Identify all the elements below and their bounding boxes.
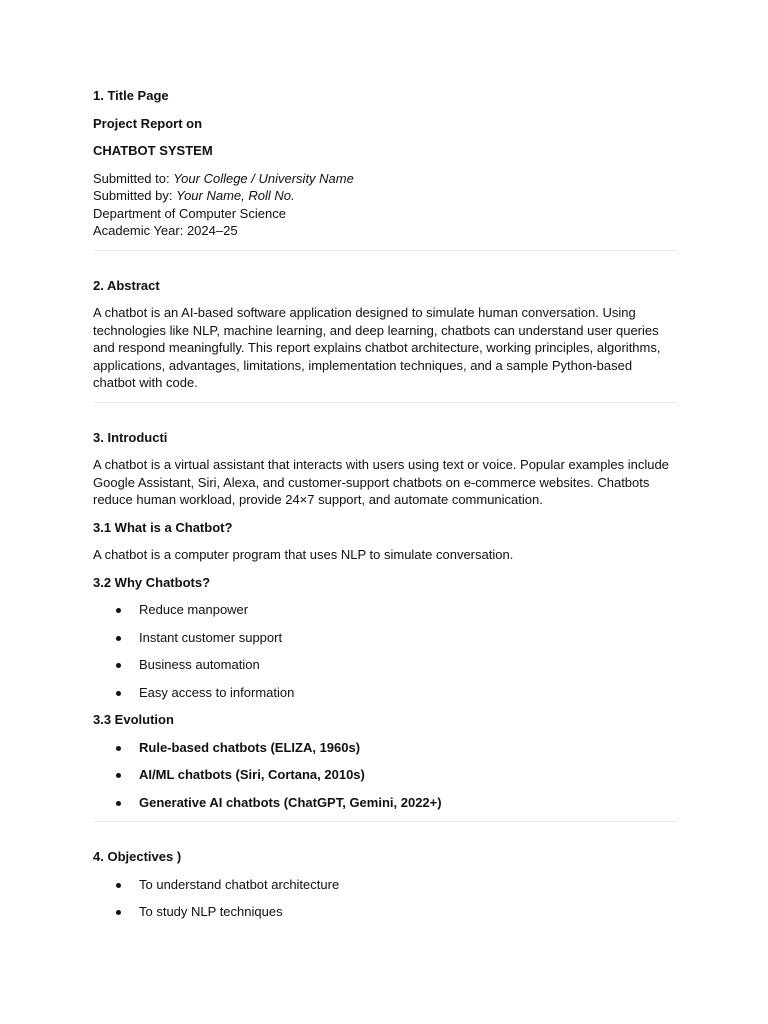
subheading-what-is-chatbot: 3.1 What is a Chatbot? xyxy=(93,519,233,535)
section-divider xyxy=(93,821,676,822)
bullet-icon xyxy=(116,691,121,696)
list-item xyxy=(93,601,676,619)
list-item-text: Rule-based chatbots (ELIZA, 1960s) xyxy=(139,739,361,755)
submitted-to-label: Submitted to: xyxy=(93,170,174,186)
list-item xyxy=(93,739,676,757)
evolution-list xyxy=(93,739,676,812)
submitted-by-value: Your Name, Roll No. xyxy=(176,188,295,203)
department: Department of Computer Science xyxy=(93,205,286,221)
abstract-text: A chatbot is an AI-based software application designed to simulate human conversation. Using technologies like NLP, machine learning, and deep learning, chatbots can understand user queries and respond meaningfully. This report explains chatbot architecture, working principles, algorithms, applications, advantages, limitations, implementation techniques, and a sample Python-based chatbot with code. xyxy=(93,305,661,390)
bullet-icon xyxy=(116,746,121,751)
section-divider xyxy=(93,402,676,403)
project-name: CHATBOT SYSTEM xyxy=(93,143,213,158)
section-heading-introduction: 3. Introducti xyxy=(93,429,168,445)
list-item xyxy=(93,794,676,812)
list-item-text: Instant customer support xyxy=(139,629,283,645)
list-item-text: Reduce manpower xyxy=(139,602,249,617)
bullet-icon xyxy=(116,608,121,613)
subheading-why-chatbots: 3.2 Why Chatbots? xyxy=(93,574,211,590)
list-item xyxy=(93,766,676,784)
list-item xyxy=(93,656,676,674)
project-label: Project Report on xyxy=(93,115,203,131)
bullet-icon xyxy=(116,663,121,668)
document-page xyxy=(93,87,676,931)
section-heading-abstract: 2. Abstract xyxy=(93,277,160,293)
what-is-chatbot-text: A chatbot is a computer program that uses NLP to simulate conversation. xyxy=(93,547,514,562)
list-item xyxy=(93,876,676,894)
list-item-text: Business automation xyxy=(139,657,260,672)
list-item xyxy=(93,684,676,702)
bullet-icon xyxy=(116,910,121,915)
list-item-text: To study NLP techniques xyxy=(139,904,283,919)
list-item-text: To understand chatbot architecture xyxy=(139,876,340,892)
list-item-text: Generative AI chatbots (ChatGPT, Gemini, 2022+) xyxy=(139,794,442,810)
objectives-list xyxy=(93,876,676,921)
subheading-evolution: 3.3 Evolution xyxy=(93,712,174,727)
why-chatbots-list xyxy=(93,601,676,701)
list-item xyxy=(93,903,676,921)
bullet-icon xyxy=(116,773,121,778)
section-heading-objectives: 4. Objectives ) xyxy=(93,849,182,864)
submission-details xyxy=(93,170,676,240)
submitted-by-label: Submitted by: xyxy=(93,188,177,203)
academic-year: Academic Year: 2024–25 xyxy=(93,223,238,238)
submitted-by-line xyxy=(93,187,676,205)
list-item-text: Easy access to information xyxy=(139,684,295,700)
bullet-icon xyxy=(116,636,121,641)
section-heading-title-page: 1. Title Page xyxy=(93,88,169,103)
submitted-to-value: Your College / University Name xyxy=(173,170,354,186)
submitted-to-line xyxy=(93,170,676,188)
list-item-text: AI/ML chatbots (Siri, Cortana, 2010s) xyxy=(139,767,365,782)
bullet-icon xyxy=(116,883,121,888)
bullet-icon xyxy=(116,801,121,806)
section-divider xyxy=(93,250,676,251)
list-item xyxy=(93,629,676,647)
introduction-text: A chatbot is a virtual assistant that interacts with users using text or voice. Popular examples include Google Assistant, Siri, Alexa, and customer-support chatbots on e-commerce websites. Chatbots reduce human workload, provide 24×7 support, and automate communication. xyxy=(93,457,669,507)
